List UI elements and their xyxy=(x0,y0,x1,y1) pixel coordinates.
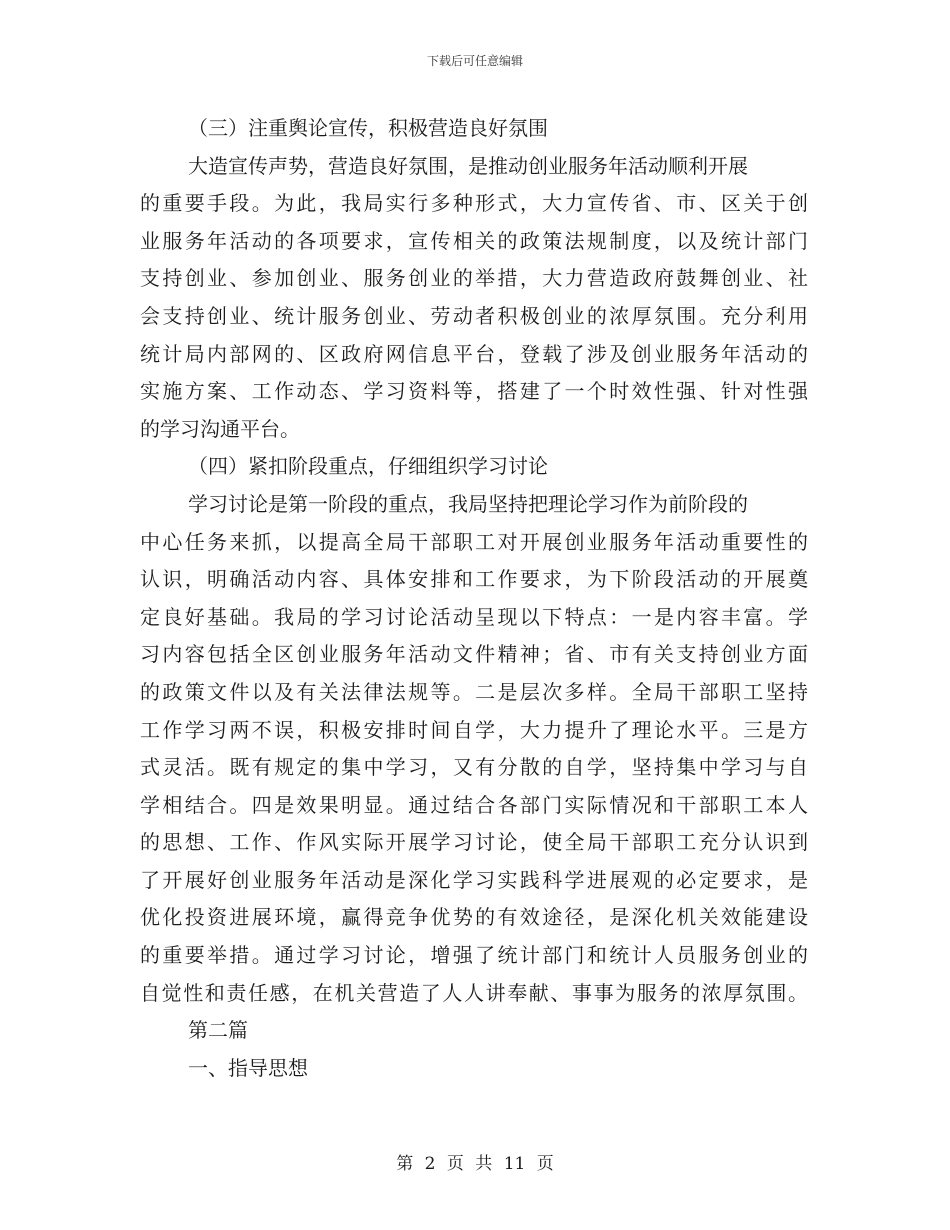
paragraph-line: 工作学习两不误，积极安排时间自学，大力提升了理论水平。三是方 xyxy=(140,717,808,742)
paragraph-line: 学习讨论是第一阶段的重点，我局坚持把理论学习作为前阶段的 xyxy=(188,491,748,516)
part-heading: 第二篇 xyxy=(188,1018,248,1043)
paragraph-line: 学相结合。四是效果明显。通过结合各部门实际情况和干部职工本人 xyxy=(140,792,808,817)
paragraph-line: 的重要举措。通过学习讨论，增强了统计部门和统计人员服务创业的 xyxy=(140,943,808,968)
paragraph-line: 大造宣传声势，营造良好氛围，是推动创业服务年活动顺利开展 xyxy=(188,153,748,178)
paragraph-line: 支持创业、参加创业、服务创业的举措，大力营造政府鼓舞创业、社 xyxy=(140,266,808,291)
paragraph-line: 的重要手段。为此，我局实行多种形式，大力宣传省、市、区关于创 xyxy=(140,191,808,216)
paragraph-line: 会支持创业、统计服务创业、劳动者积极创业的浓厚氛围。充分利用 xyxy=(140,303,808,328)
paragraph-line: 优化投资进展环境，赢得竞争优势的有效途径，是深化机关效能建设 xyxy=(140,905,808,930)
paragraph-line: 业服务年活动的各项要求，宣传相关的政策法规制度，以及统计部门 xyxy=(140,228,808,253)
page-number-footer: 第 2 页 共 11 页 xyxy=(396,1154,554,1174)
paragraph-line: 定良好基础。我局的学习讨论活动呈现以下特点：一是内容丰富。学 xyxy=(140,604,808,629)
paragraph-line: 统计局内部网的、区政府网信息平台，登载了涉及创业服务年活动的 xyxy=(140,341,808,366)
paragraph-line: 认识，明确活动内容、具体安排和工作要求，为下阶段活动的开展奠 xyxy=(140,567,808,592)
document-body xyxy=(140,110,808,1087)
paragraph-line: 中心任务来抓，以提高全局干部职工对开展创业服务年活动重要性的 xyxy=(140,529,808,554)
section-heading-three: （三）注重舆论宣传，积极营造良好氛围 xyxy=(188,116,548,140)
paragraph-line: 的思想、工作、作风实际开展学习讨论，使全局干部职工充分认识到 xyxy=(140,830,808,855)
paragraph-line: 的学习沟通平台。 xyxy=(140,416,300,441)
section-heading-four: （四）紧扣阶段重点，仔细组织学习讨论 xyxy=(188,454,548,479)
subsection-heading: 一、指导思想 xyxy=(188,1055,308,1080)
paragraph-line: 式灵活。既有规定的集中学习，又有分散的自学，坚持集中学习与自 xyxy=(140,755,808,780)
paragraph-line: 自觉性和责任感，在机关营造了人人讲奉献、事事为服务的浓厚氛围。 xyxy=(140,980,808,1005)
page-header-note: 下载后可任意编辑 xyxy=(426,54,523,68)
paragraph-line: 的政策文件以及有关法律法规等。二是层次多样。全局干部职工坚持 xyxy=(140,679,808,704)
paragraph-line: 习内容包括全区创业服务年活动文件精神；省、市有关支持创业方面 xyxy=(140,642,808,667)
paragraph-line: 实施方案、工作动态、学习资料等，搭建了一个时效性强、针对性强 xyxy=(140,379,808,404)
paragraph-line: 了开展好创业服务年活动是深化学习实践科学进展观的必定要求，是 xyxy=(140,867,808,892)
